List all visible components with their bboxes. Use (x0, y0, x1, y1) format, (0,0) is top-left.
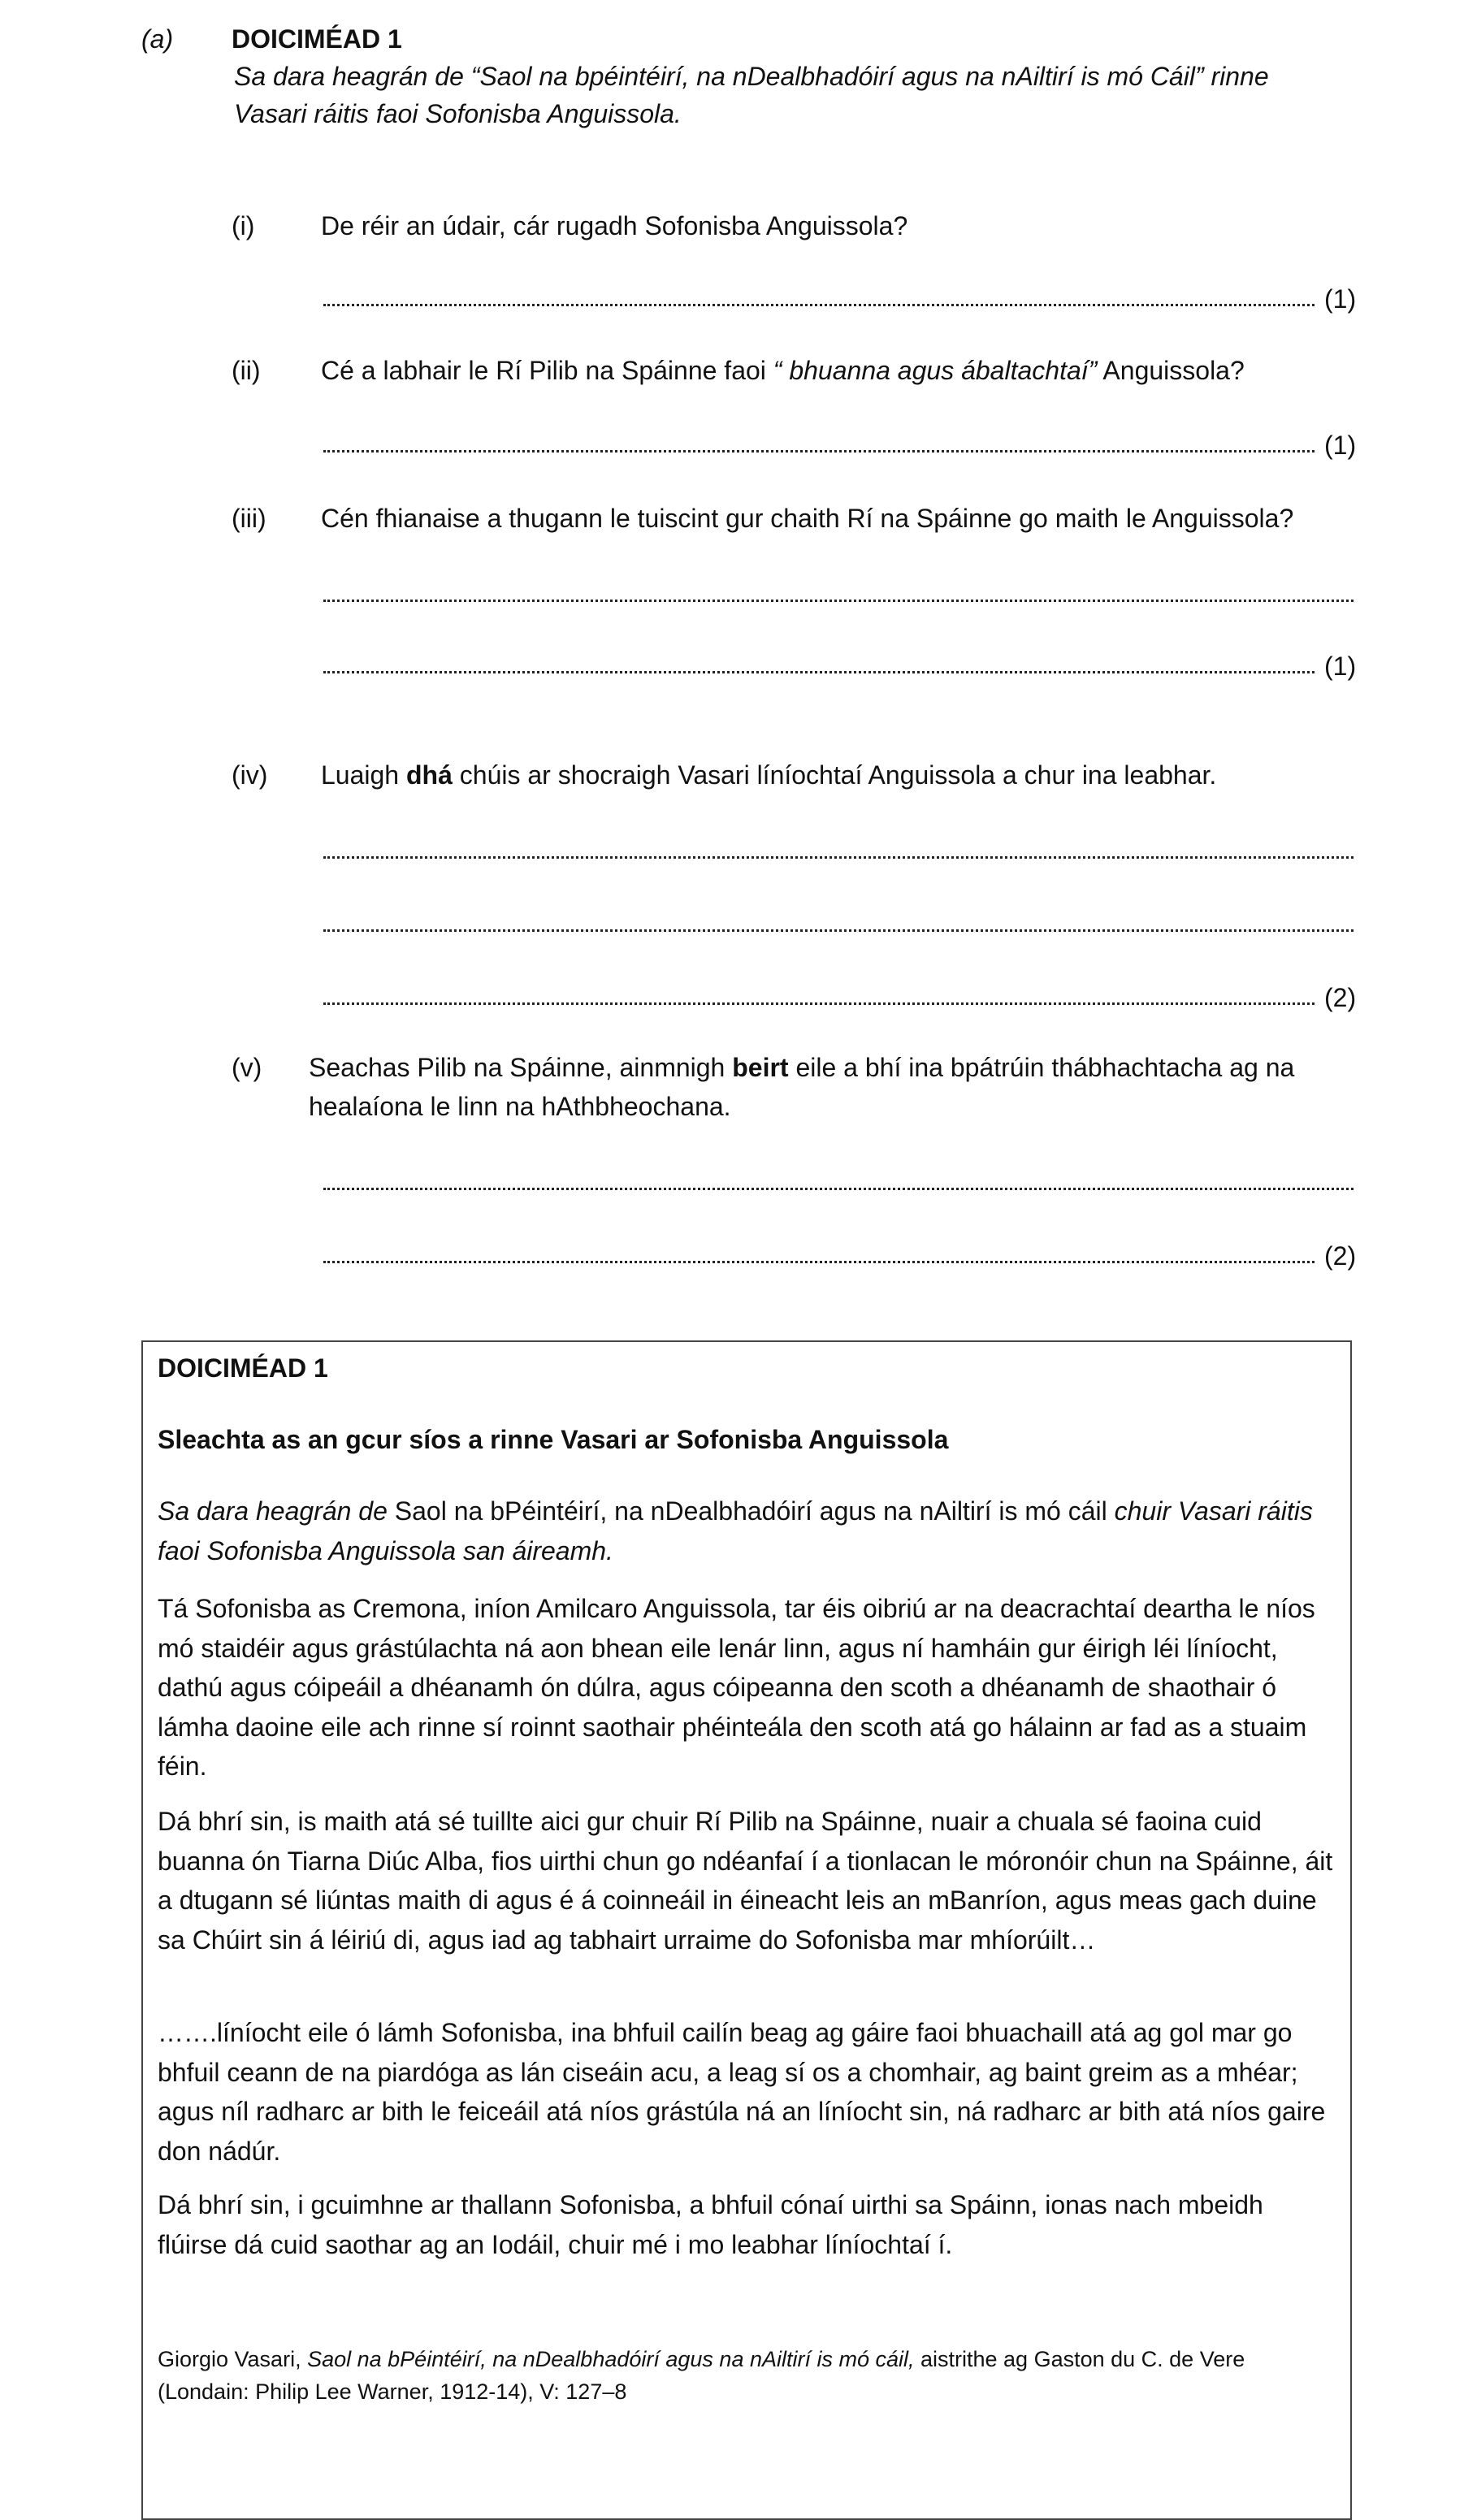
q2-text: Cé a labhair le Rí Pilib na Spáinne faoi “ bhuanna agus ábaltachtaí” Anguissola? (321, 356, 1245, 385)
intro-line-1: Sa dara heagrán de “Saol na bpéintéirí, na nDealbhadóirí agus na nAiltirí is mó Cáil” rinne (234, 62, 1269, 91)
document-intro: Sa dara heagrán de Saol na bPéintéirí, na nDealbhadóirí agus na nAiltirí is mó cáil chuir Vasari ráitis faoi Sofonisba Anguissola san áireamh. (158, 1496, 1313, 1565)
document-paragraph-3: …….líníocht eile ó lámh Sofonisba, ina bhfuil cailín beag ag gáire faoi bhuachaill atá ag gol mar go bhfuil ceann de na piardóga as lán ciseáin acu, a leag sí os a chomhair, ag baint greim as a mhéar; agus níl radharc ar bith le feiceáil atá níos grástúla ná an líníocht sin, ná radharc ar bith atá níos gaire don nádúr. (158, 2018, 1326, 2166)
q5-number: (v) (232, 1053, 262, 1082)
q3-answer-line-2[interactable] (323, 647, 1315, 673)
q5-answer-line-1[interactable] (323, 1163, 1354, 1190)
q1-answer-line[interactable] (323, 279, 1315, 306)
q3-number: (iii) (232, 504, 266, 533)
part-label: (a) (141, 24, 174, 54)
q4-number: (iv) (232, 760, 268, 790)
q4-text: Luaigh dhá chúis ar shocraigh Vasari líníochtaí Anguissola a chur ina leabhar. (321, 760, 1217, 790)
q1-text: De réir an údair, cár rugadh Sofonisba Anguissola? (321, 211, 908, 240)
q4-marks: (2) (1324, 983, 1357, 1012)
q5-text-line-1: Seachas Pilib na Spáinne, ainmnigh beirt eile a bhí ina bpátrúin thábhachtacha ag na (309, 1053, 1295, 1082)
q3-marks: (1) (1324, 652, 1357, 681)
source-document-box (141, 1340, 1352, 2520)
q4-answer-line-1[interactable] (323, 832, 1354, 859)
q2-marks: (1) (1324, 431, 1357, 460)
q2-number: (ii) (232, 356, 261, 385)
document-paragraph-1: Tá Sofonisba as Cremona, iníon Amilcaro Anguissola, tar éis oibriú ar na deacrachtaí deartha le níos mó staidéir agus grástúlachta ná aon bhean eile lenár linn, agus ní hamháin gur éirigh léi líníocht, dathú agus cóipeáil a dhéanamh ón dúlra, agus cóipeanna den scoth a dhéanamh de shaothair ó lámha daoine eile ach rinne sí roinnt saothair phéinteála den scoth atá go hálainn ar fad as a stuaim féin. (158, 1594, 1315, 1781)
q5-marks: (2) (1324, 1241, 1357, 1271)
intro-line-2: Vasari ráitis faoi Sofonisba Anguissola. (234, 99, 682, 128)
document-paragraph-4: Dá bhrí sin, i gcuimhne ar thallann Sofonisba, a bhfuil cónaí uirthi sa Spáinn, ionas nach mbeidh flúirse dá cuid saothar ag an Iodáil, chuir mé i mo leabhar líníochtaí í. (158, 2190, 1263, 2259)
q1-number: (i) (232, 211, 255, 240)
q3-text: Cén fhianaise a thugann le tuiscint gur chaith Rí na Spáinne go maith le Anguissola? (321, 504, 1294, 533)
document-paragraph-2: Dá bhrí sin, is maith atá sé tuillte aici gur chuir Rí Pilib na Spáinne, nuair a chuala sé faoina cuid buanna ón Tiarna Diúc Alba, fios uirthi chun go ndéanfaí í a tionlacan le móronóir chun na Spáinne, áit a dtugann sé liúntas maith di agus é á coinneáil in éineacht leis an mBanríon, agus meas gach duine sa Chúirt sin á léiriú di, agus iad ag tabhairt urraime do Sofonisba mar mhíorúilt… (158, 1807, 1333, 1955)
q5-answer-line-2[interactable] (323, 1236, 1315, 1263)
document-citation: Giorgio Vasari, Saol na bPéintéirí, na nDealbhadóirí agus na nAiltirí is mó cáil, aistrithe ag Gaston du C. de Vere (Londain: Philip Lee Warner, 1912-14), V: 127–8 (158, 2347, 1245, 2404)
part-heading: DOICIMÉAD 1 (232, 24, 402, 54)
q5-text-line-2: healaíona le linn na hAthbheochana. (309, 1092, 731, 1121)
document-heading: DOICIMÉAD 1 (158, 1353, 328, 1383)
q4-answer-line-3[interactable] (323, 978, 1315, 1005)
q1-marks: (1) (1324, 284, 1357, 314)
q2-answer-line[interactable] (323, 426, 1315, 452)
q3-answer-line-1[interactable] (323, 575, 1354, 602)
document-subheading: Sleachta as an gcur síos a rinne Vasari ar Sofonisba Anguissola (158, 1425, 949, 1454)
q4-answer-line-2[interactable] (323, 905, 1354, 932)
